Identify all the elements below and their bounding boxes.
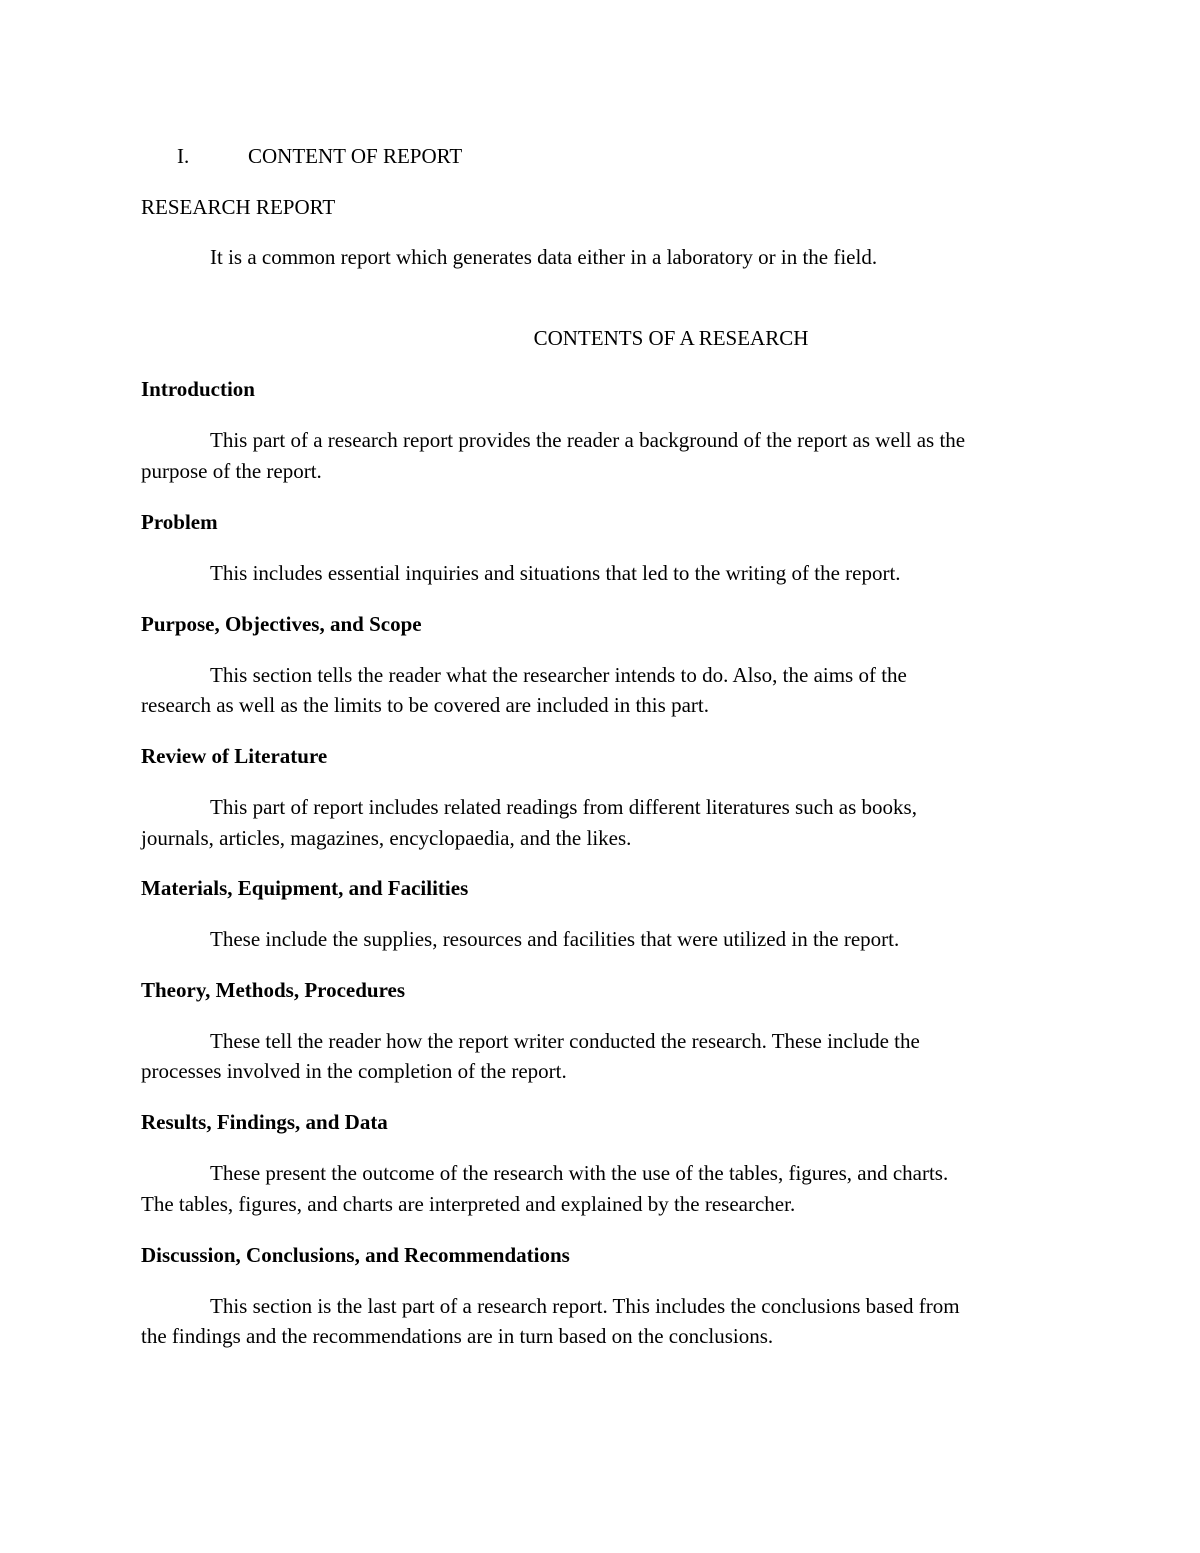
contents-title: CONTENTS OF A RESEARCH	[533, 326, 809, 350]
paragraph-line: the findings and the recommendations are in turn based on the conclusions.	[141, 1324, 774, 1348]
paragraph-line: These present the outcome of the research with the use of the tables, figures, and charts.	[210, 1161, 949, 1185]
section-title: CONTENT OF REPORT	[248, 144, 463, 168]
section-heading-theory: Theory, Methods, Procedures	[141, 978, 406, 1002]
section-heading	[177, 143, 462, 169]
paragraph-line: This part of report includes related readings from different literatures such as books,	[210, 795, 917, 819]
paragraph-line: The tables, figures, and charts are interpreted and explained by the researcher.	[141, 1192, 796, 1216]
paragraph-line: These tell the reader how the report writer conducted the research. These include the	[210, 1029, 920, 1053]
paragraph-line: This section is the last part of a research report. This includes the conclusions based from	[210, 1294, 960, 1318]
section-heading-introduction: Introduction	[141, 377, 255, 401]
paragraph-line: This section tells the reader what the researcher intends to do. Also, the aims of the	[210, 663, 907, 687]
section-number: I.	[177, 144, 190, 168]
paragraph-line: This includes essential inquiries and situations that led to the writing of the report.	[210, 561, 901, 585]
section-heading-discussion: Discussion, Conclusions, and Recommendations	[141, 1243, 570, 1267]
paragraph-line: processes involved in the completion of the report.	[141, 1059, 567, 1083]
section-heading-results: Results, Findings, and Data	[141, 1110, 388, 1134]
paragraph-line: journals, articles, magazines, encyclopaedia, and the likes.	[141, 826, 632, 850]
paragraph-line: This part of a research report provides the reader a background of the report as well as the	[210, 428, 966, 452]
section-heading-problem: Problem	[141, 510, 218, 534]
section-heading-materials: Materials, Equipment, and Facilities	[141, 876, 469, 900]
section-heading-purpose: Purpose, Objectives, and Scope	[141, 612, 422, 636]
paragraph-line: purpose of the report.	[141, 459, 322, 483]
research-report-subtitle: RESEARCH REPORT	[141, 195, 336, 219]
research-report-definition: It is a common report which generates data either in a laboratory or in the field.	[210, 245, 878, 269]
section-heading-review-of-literature: Review of Literature	[141, 744, 328, 768]
paragraph-line: research as well as the limits to be covered are included in this part.	[141, 693, 709, 717]
paragraph-line: These include the supplies, resources and facilities that were utilized in the report.	[210, 927, 900, 951]
